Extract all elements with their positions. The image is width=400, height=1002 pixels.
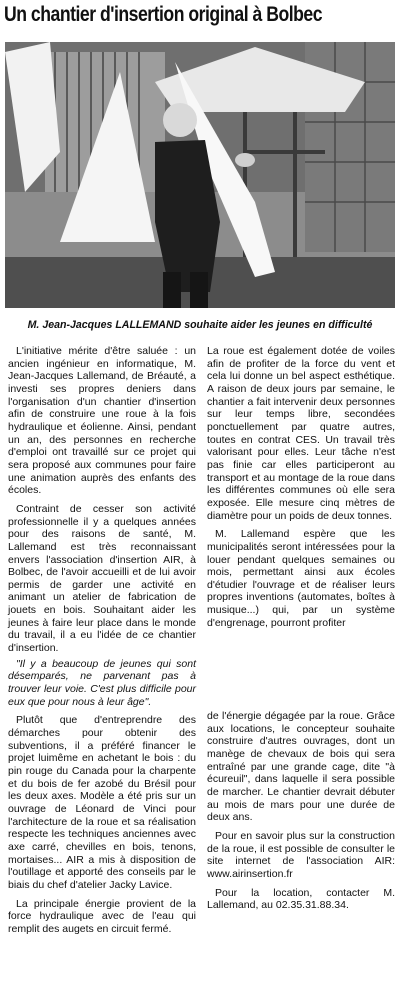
paragraph-projects: de l'énergie dégagée par la roue. Grâce aux locations, le concepteur souhaite construire d'autres ouvrages, dont un manège de chevaux de bois qui sera entraîné par une grande cage, dite "à écureuil", dans laquelle il sera possible de marcher. Le chantier devrait débuter au mois de mars pour une durée de deux ans. (207, 710, 395, 824)
right-column (207, 345, 395, 635)
left-column (8, 345, 196, 942)
paragraph-quote: "Il y a beaucoup de jeunes qui sont désemparés, ne parvenant pas à trouver leur voie. C'est plus difficile pour eux que pour nous à leur âge". (8, 657, 196, 708)
paragraph-contact: Pour la location, contacter M. Lallemand, au 02.35.31.88.34. (207, 886, 395, 912)
article-photo (5, 42, 395, 308)
photo-illustration (5, 42, 395, 308)
paragraph-energy: La principale énergie provient de la force hydraulique avec de l'eau qui remplit des augets en circuit fermé. (8, 897, 196, 935)
paragraph-website: Pour en savoir plus sur la construction de la roue, il est possible de consulter le site internet de l'association AIR: www.airinsertion.fr (207, 829, 395, 880)
paragraph-rental: M. Lallemand espère que les municipalités seront intéressées pour la louer pendant quelques semaines ou mois, permettant ainsi aux écoles d'étudier l'ouvrage et de réaliser leurs propres inventions (automates, boîtes à musique...) qui, par un système d'engrenage, pourront profiter (207, 528, 395, 629)
paragraph-intro: L'initiative mérite d'être saluée : un ancien ingénieur en informatique, M. Jean-Jacques Lallemand, de Bréauté, a investi ses propres deniers dans l'organisation d'un chantier d'insertion afin de construire une roue à la fois hydraulique et éolienne. Ainsi, pendant un an, des personnes en recherche d'emploi ont travaillé sur ce projet qui sera proposé aux communes pour faire une animation auprès des enfants des écoles. (8, 345, 196, 497)
right-column-continued (207, 710, 395, 918)
article-headline: Un chantier d'insertion original à Bolbec (4, 2, 323, 26)
paragraph-financing: Plutôt que d'entreprendre des démarches pour obtenir des subventions, il a préféré financer le projet luimême en achetant le bois : du pin rouge du Canada pour la charpente et du bois de fer azobé du Brésil pour les deux axes. Modèle a été pris sur un ouvrage de Léonard de Vinci pour l'architecture de la roue et sa réalisation respecte les techniques anciennes avec axe carré, chevilles en bois, tenons, mortaises... AIR a mis à disposition de l'outillage et apporté des conseils par le biais du chef d'atelier Jacky Lavice. (8, 714, 196, 891)
paragraph-sails: La roue est également dotée de voiles afin de profiter de la force du vent et cela lui donne un bel aspect esthétique. A raison de deux jours par semaine, le chantier a fait intervenir deux personnes sur leur temps libre, secondées ponctuellement par quatre autres, toutes en contrat CES. Un travail très valorisant pour elles. Leur tâche n'est pas finie car elles participeront au transport et au montage de la roue dans les différentes communes où elle sera exposée. Elle mesure cinq mètres de diamètre pour un poids de deux tonnes. (207, 345, 395, 522)
paragraph-background: Contraint de cesser son activité professionnelle il y a quelques années pour des raisons de santé, M. Lallemand est très reconnaissant envers l'association d'insertion AIR, à Bolbec, de l'avoir accueilli et de lui avoir permis de garder une activité en animant un atelier de fabrication de jouets en bois. Souhaitant aider les jeunes à faire leur place dans le monde du travail, il a eu l'idée de ce chantier d'insertion. (8, 502, 196, 655)
photo-caption: M. Jean-Jacques LALLEMAND souhaite aider les jeunes en difficulté (27, 319, 373, 331)
